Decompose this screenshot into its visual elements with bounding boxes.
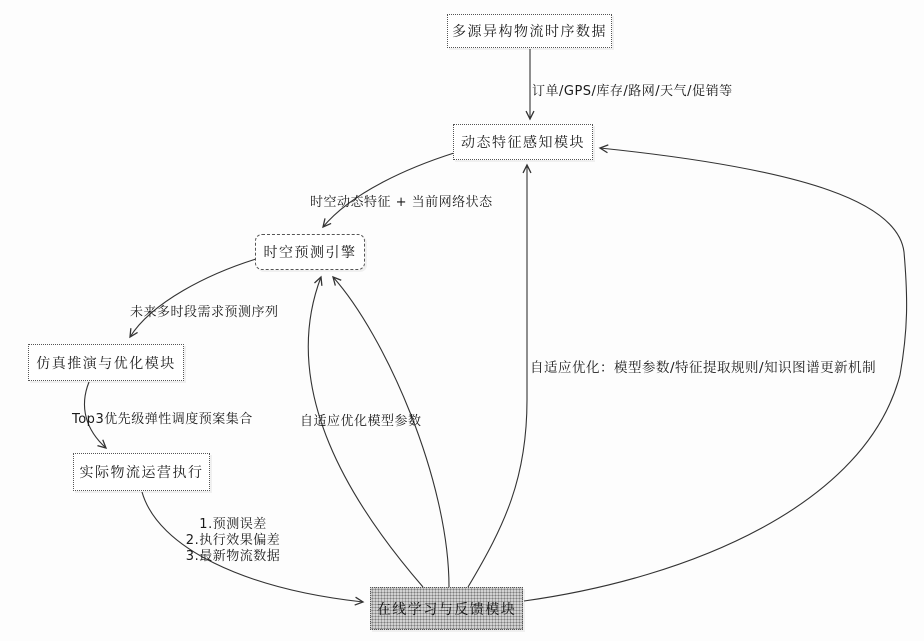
- node-simulation-optimization-module-label: 仿真推演与优化模块: [36, 355, 176, 372]
- edge-label-source-to-feature: 订单/GPS/库存/路网/天气/促销等: [532, 84, 733, 99]
- node-multisource-data-label: 多源异构物流时序数据: [452, 24, 607, 40]
- edge-label-execute-to-feedback-line2: 2.执行效果偏差: [185, 533, 281, 548]
- node-online-learning-feedback-module: [370, 587, 523, 630]
- edge-label-predict-to-simulate: 未来多时段需求预测序列: [130, 305, 279, 320]
- node-logistics-execution: [73, 453, 210, 491]
- edge-label-feedback-to-feature: 自适应优化：模型参数/特征提取规则/知识图谱更新机制: [530, 360, 877, 376]
- edge-feedback-to-predict-left-arrow: [308, 277, 423, 587]
- node-prediction-engine: [255, 234, 365, 270]
- edge-predict-to-simulate-arrow: [130, 259, 256, 337]
- node-multisource-data: [447, 14, 612, 48]
- edge-label-feedback-to-predict: 自适应优化模型参数: [300, 414, 422, 429]
- node-dynamic-feature-module-label: 动态特征感知模块: [461, 135, 585, 151]
- edge-label-execute-to-feedback: [183, 517, 283, 565]
- edge-feedback-to-feature-vertical-arrow: [468, 165, 527, 587]
- node-online-learning-feedback-module-label: 在线学习与反馈模块: [376, 601, 517, 618]
- edge-label-execute-to-feedback-line3: 3.最新物流数据: [185, 549, 281, 564]
- edge-label-execute-to-feedback-line1: 1.预测误差: [199, 517, 267, 532]
- edge-feature-to-predict-arrow: [323, 153, 454, 227]
- edge-feedback-to-predict-right-arrow: [333, 277, 449, 587]
- node-dynamic-feature-module: [453, 124, 593, 160]
- node-prediction-engine-label: 时空预测引擎: [263, 245, 357, 261]
- node-logistics-execution-label: 实际物流运营执行: [79, 465, 204, 481]
- edge-label-simulate-to-execute: Top3优先级弹性调度预案集合: [72, 412, 253, 427]
- edge-label-feature-to-predict: 时空动态特征 + 当前网络状态: [310, 195, 493, 210]
- node-simulation-optimization-module: [28, 344, 184, 381]
